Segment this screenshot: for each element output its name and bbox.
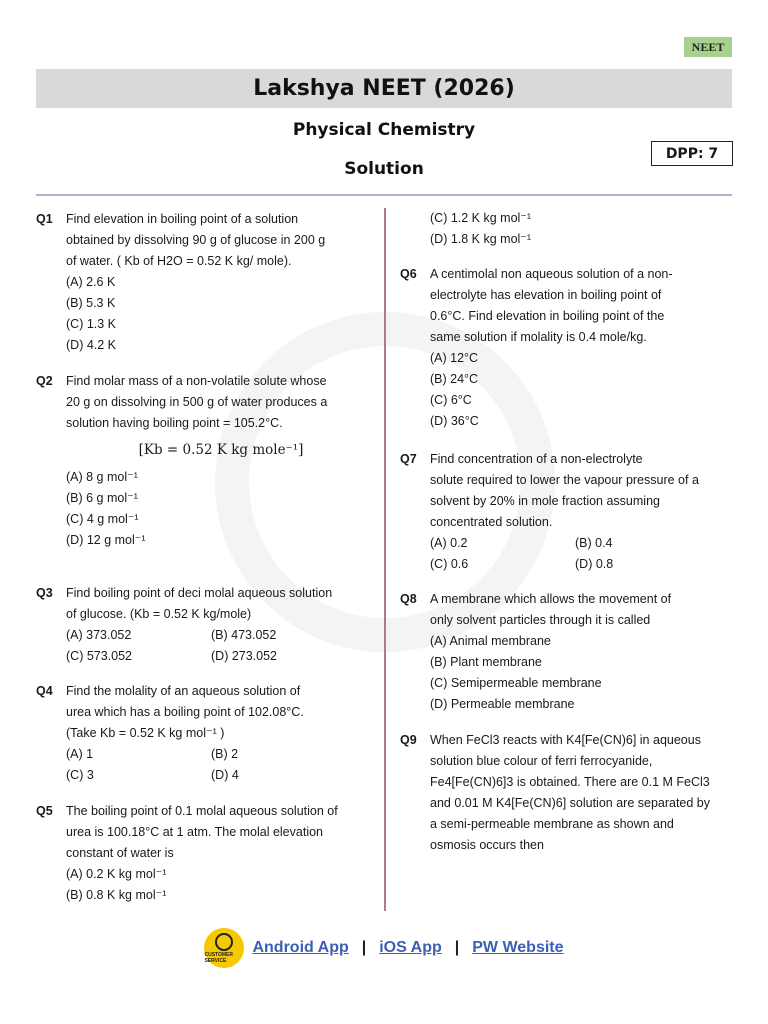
option-d: (D) Permeable membrane [430,697,575,711]
question-text: electrolyte has elevation in boiling point of [430,288,662,302]
chapter-heading: Solution [344,159,424,179]
option-c: (C) 0.6 [430,557,469,571]
question-text: osmosis occurs then [430,838,544,852]
option-c: (C) 1.3 K [66,317,117,331]
question-6 [400,264,730,432]
question-text: Find elevation in boiling point of a solution [66,212,299,226]
option-c: (C) 3 [66,768,94,782]
option-b: (B) 24°C [430,372,479,386]
question-text: and 0.01 M K4[Fe(CN)6] solution are separated by [430,796,711,810]
option-a: (A) 0.2 [430,536,468,550]
question-number: Q1 [36,212,53,226]
question-text: solution blue colour of ferri ferrocyanide, [430,754,653,768]
page-title: Lakshya NEET (2026) [36,69,732,108]
option-d: (D) 273.052 [211,649,278,663]
option-a: (A) 2.6 K [66,275,116,289]
question-text: 0.6°C. Find elevation in boiling point of the [430,309,665,323]
question-text: Find boiling point of deci molal aqueous solution [66,586,333,600]
option-d: (D) 4 [211,768,239,782]
question-number: Q9 [400,733,417,747]
option-a: (A) 0.2 K kg mol⁻¹ [66,867,167,881]
option-d: (D) 1.8 K kg mol⁻¹ [430,232,532,246]
question-text: (Take Kb = 0.52 K kg mol⁻¹ ) [66,726,225,740]
separator: | [454,939,460,956]
question-number: Q3 [36,586,53,600]
question-2 [36,371,376,551]
footer-links [0,928,768,968]
question-number: Q7 [400,452,417,466]
question-text: a semi-permeable membrane as shown and [430,817,674,831]
option-c: (C) 1.2 K kg mol⁻¹ [430,211,532,225]
question-text: urea which has a boiling point of 102.08°C. [66,705,304,719]
option-a: (A) 373.052 [66,628,132,642]
option-a: (A) 1 [66,747,94,761]
option-d: (D) 0.8 [575,557,614,571]
question-text: The boiling point of 0.1 molal aqueous solution of [66,804,338,818]
question-text: of water. ( Kb of H2O = 0.52 K kg/ mole). [66,254,292,268]
question-text: of glucose. (Kb = 0.52 K kg/mole) [66,607,252,621]
option-b: (B) 6 g mol⁻¹ [66,491,138,505]
column-divider [384,208,386,911]
question-text: When FeCl3 reacts with K4[Fe(CN)6] in aqueous [430,733,701,747]
android-app-link[interactable]: Android App [252,939,349,956]
option-c: (C) 6°C [430,393,472,407]
question-3 [36,583,376,667]
option-b: (B) 473.052 [211,628,277,642]
question-text: urea is 100.18°C at 1 atm. The molal elevation [66,825,323,839]
question-8 [400,589,730,715]
question-text: Find molar mass of a non-volatile solute whose [66,374,327,388]
option-b: (B) 0.4 [575,536,613,550]
question-7 [400,449,730,575]
question-number: Q8 [400,592,417,606]
question-5 [36,801,376,906]
question-text: only solvent particles through it is called [430,613,651,627]
option-d: (D) 4.2 K [66,338,117,352]
option-d: (D) 12 g mol⁻¹ [66,533,146,547]
question-text: 20 g on dissolving in 500 g of water produces a [66,395,328,409]
question-number: Q2 [36,374,53,388]
pw-website-link[interactable]: PW Website [472,939,564,956]
option-a: (A) 12°C [430,351,479,365]
question-text: obtained by dissolving 90 g of glucose in 200 g [66,233,326,247]
question-text: solute required to lower the vapour pressure of a [430,473,699,487]
equation: [Kb = 0.52 K kg mole⁻¹] [138,442,304,458]
question-9 [400,730,730,856]
subject-heading: Physical Chemistry [292,120,476,140]
question-text: solvent by 20% in mole fraction assuming [430,494,660,508]
option-a: (A) 8 g mol⁻¹ [66,470,138,484]
question-text: concentrated solution. [430,515,553,529]
neet-badge: NEET [684,37,732,57]
question-text: constant of water is [66,846,174,860]
question-text: Find concentration of a non-electrolyte [430,452,643,466]
option-a: (A) Animal membrane [430,634,551,648]
question-text: Fe4[Fe(CN)6]3 is obtained. There are 0.1 M FeCl3 [430,775,710,789]
option-c: (C) 4 g mol⁻¹ [66,512,139,526]
ios-app-link[interactable]: iOS App [379,939,442,956]
question-1 [36,209,376,356]
question-number: Q5 [36,804,53,818]
option-b: (B) Plant membrane [430,655,542,669]
question-text: solution having boiling point = 105.2°C. [66,416,283,430]
option-b: (B) 5.3 K [66,296,116,310]
option-c: (C) 573.052 [66,649,133,663]
question-4 [36,681,376,786]
customer-service-icon: CUSTOMER SERVICE [204,928,244,968]
separator: | [361,939,367,956]
dpp-box: DPP: 7 [651,141,733,166]
question-text: same solution if molality is 0.4 mole/kg. [430,330,647,344]
option-b: (B) 0.8 K kg mol⁻¹ [66,888,167,902]
question-text: Find the molality of an aqueous solution of [66,684,301,698]
question-number: Q4 [36,684,53,698]
question-5-continued [400,208,730,250]
question-number: Q6 [400,267,417,281]
question-text: A centimolal non aqueous solution of a non- [430,267,673,281]
header-divider [36,194,732,196]
option-b: (B) 2 [211,747,239,761]
option-d: (D) 36°C [430,414,479,428]
option-c: (C) Semipermeable membrane [430,676,602,690]
question-text: A membrane which allows the movement of [430,592,672,606]
